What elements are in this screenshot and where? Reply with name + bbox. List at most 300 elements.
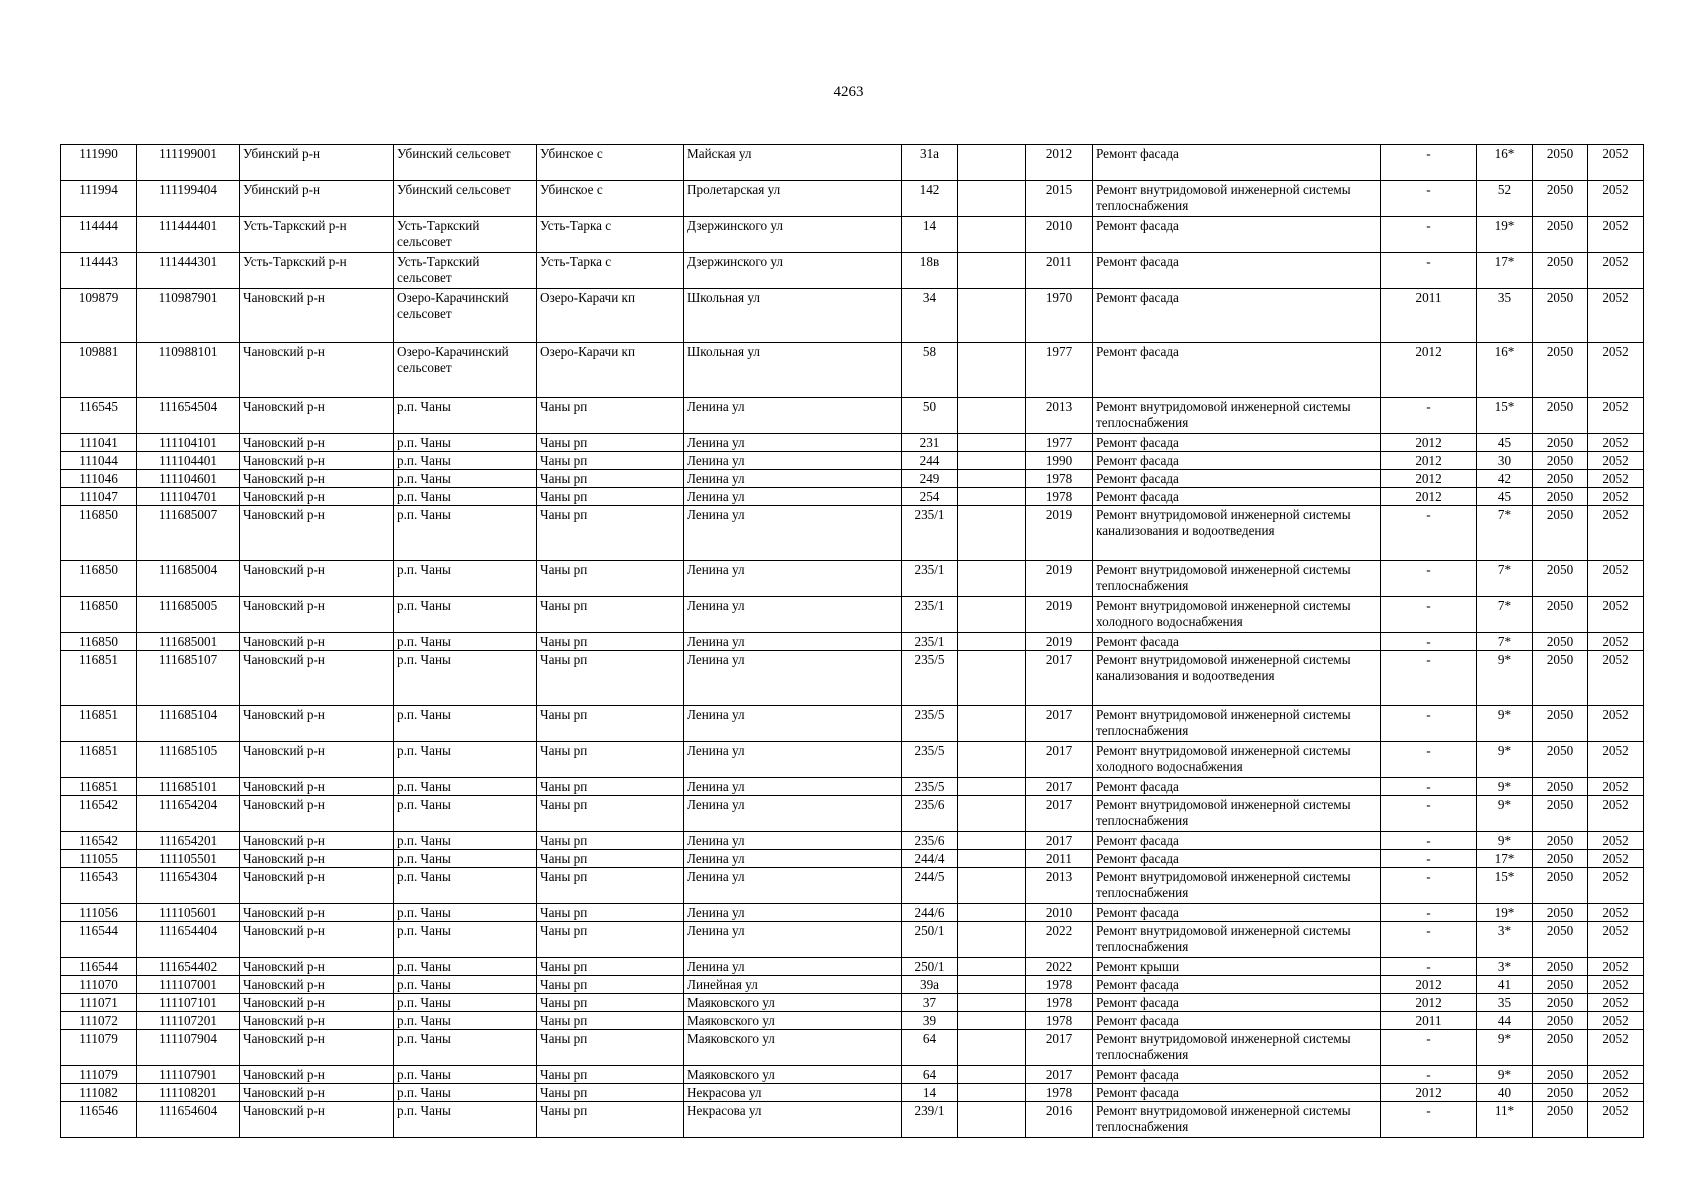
cell-house-number: 254	[902, 488, 958, 506]
cell-municipality: р.п. Чаны	[394, 651, 537, 706]
cell-work-type: Ремонт внутридомовой инженерной системы теплоснабжения	[1093, 706, 1381, 742]
cell-build-year: 2010	[1026, 217, 1093, 253]
cell-house-id: 111072	[61, 1012, 137, 1030]
cell-last-repair-year: -	[1381, 1066, 1477, 1084]
cell-house-number: 235/5	[902, 706, 958, 742]
cell-last-repair-year: 2011	[1381, 289, 1477, 343]
cell-plan-year-start: 2050	[1533, 706, 1588, 742]
cell-house-id: 111055	[61, 850, 137, 868]
cell-house-number: 18в	[902, 253, 958, 289]
cell-wear-value: 44	[1477, 1012, 1533, 1030]
cell-empty-column	[958, 742, 1026, 778]
cell-settlement: Чаны рп	[537, 958, 684, 976]
cell-street: Дзержинского ул	[684, 217, 902, 253]
cell-build-year: 2019	[1026, 561, 1093, 597]
cell-build-year: 2013	[1026, 868, 1093, 904]
cell-house-id: 116850	[61, 633, 137, 651]
table-row	[61, 706, 1644, 742]
cell-last-repair-year: -	[1381, 651, 1477, 706]
cell-empty-column	[958, 434, 1026, 452]
cell-wear-value: 19*	[1477, 904, 1533, 922]
cell-house-number: 142	[902, 181, 958, 217]
cell-settlement: Чаны рп	[537, 796, 684, 832]
cell-settlement: Чаны рп	[537, 506, 684, 561]
cell-wear-value: 9*	[1477, 832, 1533, 850]
cell-last-repair-year: 2012	[1381, 470, 1477, 488]
cell-last-repair-year: -	[1381, 832, 1477, 850]
cell-street: Маяковского ул	[684, 1012, 902, 1030]
cell-municipality: Усть-Таркский сельсовет	[394, 253, 537, 289]
cell-work-type: Ремонт фасада	[1093, 904, 1381, 922]
cell-plan-year-end: 2052	[1588, 1030, 1644, 1066]
table-row	[61, 742, 1644, 778]
cell-street: Маяковского ул	[684, 994, 902, 1012]
cell-plan-year-start: 2050	[1533, 832, 1588, 850]
cell-district: Чановский р-н	[240, 1012, 394, 1030]
cell-plan-year-end: 2052	[1588, 398, 1644, 434]
cell-district: Усть-Таркский р-н	[240, 217, 394, 253]
cell-record-id: 111685007	[137, 506, 240, 561]
cell-municipality: р.п. Чаны	[394, 976, 537, 994]
cell-empty-column	[958, 470, 1026, 488]
cell-settlement: Убинское с	[537, 181, 684, 217]
cell-empty-column	[958, 976, 1026, 994]
cell-house-number: 34	[902, 289, 958, 343]
cell-house-number: 235/1	[902, 633, 958, 651]
cell-last-repair-year: -	[1381, 145, 1477, 181]
cell-house-id: 116546	[61, 1102, 137, 1138]
cell-municipality: Усть-Таркский сельсовет	[394, 217, 537, 253]
cell-district: Чановский р-н	[240, 1102, 394, 1138]
cell-work-type: Ремонт внутридомовой инженерной системы теплоснабжения	[1093, 868, 1381, 904]
cell-plan-year-end: 2052	[1588, 289, 1644, 343]
cell-house-id: 116544	[61, 922, 137, 958]
cell-last-repair-year: 2012	[1381, 452, 1477, 470]
cell-work-type: Ремонт внутридомовой инженерной системы теплоснабжения	[1093, 1102, 1381, 1138]
cell-house-number: 244/5	[902, 868, 958, 904]
cell-settlement: Убинское с	[537, 145, 684, 181]
cell-house-number: 58	[902, 343, 958, 398]
cell-plan-year-start: 2050	[1533, 742, 1588, 778]
cell-house-number: 64	[902, 1066, 958, 1084]
table-row	[61, 994, 1644, 1012]
cell-settlement: Чаны рп	[537, 398, 684, 434]
cell-house-number: 14	[902, 217, 958, 253]
cell-house-id: 111079	[61, 1030, 137, 1066]
cell-municipality: р.п. Чаны	[394, 1084, 537, 1102]
cell-house-id: 111056	[61, 904, 137, 922]
cell-plan-year-start: 2050	[1533, 904, 1588, 922]
cell-house-id: 111071	[61, 994, 137, 1012]
table-row	[61, 561, 1644, 597]
cell-street: Ленина ул	[684, 868, 902, 904]
table-row	[61, 1030, 1644, 1066]
table-row	[61, 506, 1644, 561]
cell-municipality: р.п. Чаны	[394, 778, 537, 796]
cell-street: Ленина ул	[684, 506, 902, 561]
cell-work-type: Ремонт внутридомовой инженерной системы теплоснабжения	[1093, 922, 1381, 958]
cell-municipality: р.п. Чаны	[394, 958, 537, 976]
cell-build-year: 2012	[1026, 145, 1093, 181]
cell-plan-year-end: 2052	[1588, 217, 1644, 253]
cell-district: Чановский р-н	[240, 488, 394, 506]
cell-work-type: Ремонт фасада	[1093, 778, 1381, 796]
cell-plan-year-start: 2050	[1533, 976, 1588, 994]
cell-district: Чановский р-н	[240, 922, 394, 958]
cell-build-year: 2010	[1026, 904, 1093, 922]
cell-work-type: Ремонт фасада	[1093, 633, 1381, 651]
cell-work-type: Ремонт фасада	[1093, 343, 1381, 398]
cell-plan-year-end: 2052	[1588, 651, 1644, 706]
cell-municipality: р.п. Чаны	[394, 904, 537, 922]
cell-house-id: 111990	[61, 145, 137, 181]
cell-district: Убинский р-н	[240, 145, 394, 181]
cell-house-number: 235/6	[902, 796, 958, 832]
cell-house-number: 250/1	[902, 958, 958, 976]
cell-street: Ленина ул	[684, 904, 902, 922]
cell-work-type: Ремонт внутридомовой инженерной системы холодного водоснабжения	[1093, 742, 1381, 778]
cell-municipality: Убинский сельсовет	[394, 181, 537, 217]
register-table	[60, 144, 1644, 1138]
cell-plan-year-end: 2052	[1588, 922, 1644, 958]
cell-wear-value: 11*	[1477, 1102, 1533, 1138]
cell-build-year: 2011	[1026, 850, 1093, 868]
cell-settlement: Чаны рп	[537, 1066, 684, 1084]
table-row	[61, 958, 1644, 976]
cell-house-id: 111079	[61, 1066, 137, 1084]
cell-empty-column	[958, 217, 1026, 253]
cell-empty-column	[958, 850, 1026, 868]
cell-wear-value: 15*	[1477, 868, 1533, 904]
cell-wear-value: 45	[1477, 434, 1533, 452]
cell-record-id: 111654504	[137, 398, 240, 434]
cell-street: Школьная ул	[684, 343, 902, 398]
cell-plan-year-start: 2050	[1533, 506, 1588, 561]
cell-plan-year-end: 2052	[1588, 868, 1644, 904]
cell-street: Ленина ул	[684, 597, 902, 633]
cell-municipality: р.п. Чаны	[394, 1012, 537, 1030]
cell-district: Чановский р-н	[240, 706, 394, 742]
cell-house-id: 111041	[61, 434, 137, 452]
cell-wear-value: 16*	[1477, 343, 1533, 398]
cell-empty-column	[958, 289, 1026, 343]
cell-build-year: 2022	[1026, 922, 1093, 958]
cell-empty-column	[958, 904, 1026, 922]
cell-settlement: Чаны рп	[537, 470, 684, 488]
cell-last-repair-year: 2012	[1381, 1084, 1477, 1102]
table-row	[61, 343, 1644, 398]
table-row	[61, 778, 1644, 796]
cell-settlement: Чаны рп	[537, 633, 684, 651]
cell-record-id: 111107201	[137, 1012, 240, 1030]
cell-settlement: Чаны рп	[537, 904, 684, 922]
cell-house-number: 235/1	[902, 597, 958, 633]
cell-municipality: р.п. Чаны	[394, 1030, 537, 1066]
cell-record-id: 111105501	[137, 850, 240, 868]
cell-empty-column	[958, 633, 1026, 651]
register-body	[61, 145, 1644, 1138]
cell-wear-value: 42	[1477, 470, 1533, 488]
cell-last-repair-year: -	[1381, 958, 1477, 976]
cell-settlement: Усть-Тарка с	[537, 217, 684, 253]
cell-record-id: 111108201	[137, 1084, 240, 1102]
cell-build-year: 1990	[1026, 452, 1093, 470]
cell-last-repair-year: -	[1381, 706, 1477, 742]
cell-house-id: 116851	[61, 778, 137, 796]
cell-build-year: 2022	[1026, 958, 1093, 976]
cell-work-type: Ремонт фасада	[1093, 832, 1381, 850]
cell-last-repair-year: -	[1381, 217, 1477, 253]
cell-plan-year-start: 2050	[1533, 633, 1588, 651]
cell-record-id: 111654404	[137, 922, 240, 958]
cell-record-id: 111685005	[137, 597, 240, 633]
cell-settlement: Чаны рп	[537, 778, 684, 796]
cell-municipality: Убинский сельсовет	[394, 145, 537, 181]
cell-work-type: Ремонт фасада	[1093, 488, 1381, 506]
table-row	[61, 597, 1644, 633]
cell-district: Чановский р-н	[240, 1084, 394, 1102]
cell-plan-year-start: 2050	[1533, 398, 1588, 434]
cell-district: Чановский р-н	[240, 633, 394, 651]
cell-empty-column	[958, 452, 1026, 470]
cell-plan-year-end: 2052	[1588, 506, 1644, 561]
cell-house-id: 114443	[61, 253, 137, 289]
cell-settlement: Чаны рп	[537, 1084, 684, 1102]
cell-district: Чановский р-н	[240, 850, 394, 868]
cell-record-id: 111107001	[137, 976, 240, 994]
cell-work-type: Ремонт внутридомовой инженерной системы теплоснабжения	[1093, 1030, 1381, 1066]
table-row	[61, 488, 1644, 506]
table-row	[61, 904, 1644, 922]
cell-plan-year-end: 2052	[1588, 181, 1644, 217]
cell-record-id: 111654204	[137, 796, 240, 832]
cell-district: Чановский р-н	[240, 994, 394, 1012]
cell-build-year: 1978	[1026, 488, 1093, 506]
cell-plan-year-start: 2050	[1533, 796, 1588, 832]
cell-build-year: 2017	[1026, 706, 1093, 742]
cell-plan-year-end: 2052	[1588, 976, 1644, 994]
cell-wear-value: 7*	[1477, 506, 1533, 561]
cell-plan-year-start: 2050	[1533, 1012, 1588, 1030]
cell-plan-year-start: 2050	[1533, 488, 1588, 506]
cell-house-id: 116544	[61, 958, 137, 976]
cell-house-number: 14	[902, 1084, 958, 1102]
cell-record-id: 111685104	[137, 706, 240, 742]
cell-last-repair-year: 2012	[1381, 343, 1477, 398]
cell-empty-column	[958, 561, 1026, 597]
cell-work-type: Ремонт фасада	[1093, 994, 1381, 1012]
cell-empty-column	[958, 1066, 1026, 1084]
cell-plan-year-start: 2050	[1533, 1066, 1588, 1084]
cell-plan-year-start: 2050	[1533, 868, 1588, 904]
cell-house-id: 116850	[61, 597, 137, 633]
cell-work-type: Ремонт фасада	[1093, 976, 1381, 994]
cell-settlement: Чаны рп	[537, 706, 684, 742]
cell-street: Ленина ул	[684, 488, 902, 506]
cell-record-id: 111654201	[137, 832, 240, 850]
cell-district: Чановский р-н	[240, 778, 394, 796]
table-row	[61, 922, 1644, 958]
cell-plan-year-start: 2050	[1533, 470, 1588, 488]
cell-municipality: р.п. Чаны	[394, 506, 537, 561]
cell-last-repair-year: -	[1381, 597, 1477, 633]
cell-settlement: Чаны рп	[537, 561, 684, 597]
cell-build-year: 2013	[1026, 398, 1093, 434]
cell-plan-year-end: 2052	[1588, 778, 1644, 796]
cell-last-repair-year: -	[1381, 561, 1477, 597]
cell-empty-column	[958, 651, 1026, 706]
cell-plan-year-end: 2052	[1588, 796, 1644, 832]
cell-settlement: Озеро-Карачи кп	[537, 343, 684, 398]
table-row	[61, 651, 1644, 706]
table-row	[61, 434, 1644, 452]
cell-work-type: Ремонт фасада	[1093, 145, 1381, 181]
cell-build-year: 1977	[1026, 343, 1093, 398]
cell-wear-value: 35	[1477, 289, 1533, 343]
cell-municipality: р.п. Чаны	[394, 922, 537, 958]
cell-wear-value: 9*	[1477, 706, 1533, 742]
cell-street: Ленина ул	[684, 958, 902, 976]
cell-empty-column	[958, 994, 1026, 1012]
cell-house-number: 244/6	[902, 904, 958, 922]
cell-settlement: Чаны рп	[537, 452, 684, 470]
table-row	[61, 253, 1644, 289]
table-row	[61, 850, 1644, 868]
cell-record-id: 111654402	[137, 958, 240, 976]
table-row	[61, 398, 1644, 434]
cell-work-type: Ремонт фасада	[1093, 289, 1381, 343]
cell-work-type: Ремонт фасада	[1093, 1066, 1381, 1084]
cell-house-number: 235/1	[902, 506, 958, 561]
cell-build-year: 1978	[1026, 470, 1093, 488]
cell-settlement: Чаны рп	[537, 1030, 684, 1066]
cell-work-type: Ремонт внутридомовой инженерной системы канализования и водоотведения	[1093, 651, 1381, 706]
cell-house-id: 116545	[61, 398, 137, 434]
cell-work-type: Ремонт фасада	[1093, 1084, 1381, 1102]
cell-record-id: 111685107	[137, 651, 240, 706]
cell-district: Чановский р-н	[240, 506, 394, 561]
cell-house-number: 50	[902, 398, 958, 434]
cell-wear-value: 45	[1477, 488, 1533, 506]
table-row	[61, 1066, 1644, 1084]
cell-district: Чановский р-н	[240, 343, 394, 398]
cell-street: Некрасова ул	[684, 1084, 902, 1102]
cell-settlement: Чаны рп	[537, 1102, 684, 1138]
cell-street: Ленина ул	[684, 398, 902, 434]
cell-record-id: 111444401	[137, 217, 240, 253]
cell-last-repair-year: -	[1381, 904, 1477, 922]
cell-municipality: р.п. Чаны	[394, 452, 537, 470]
page-number: 4263	[833, 84, 864, 100]
cell-settlement: Чаны рп	[537, 1012, 684, 1030]
table-row	[61, 868, 1644, 904]
cell-empty-column	[958, 181, 1026, 217]
cell-house-id: 116542	[61, 796, 137, 832]
cell-settlement: Чаны рп	[537, 651, 684, 706]
cell-build-year: 2017	[1026, 742, 1093, 778]
cell-house-number: 39	[902, 1012, 958, 1030]
cell-build-year: 2017	[1026, 796, 1093, 832]
cell-plan-year-end: 2052	[1588, 1066, 1644, 1084]
cell-empty-column	[958, 958, 1026, 976]
cell-district: Чановский р-н	[240, 868, 394, 904]
cell-settlement: Усть-Тарка с	[537, 253, 684, 289]
cell-district: Убинский р-н	[240, 181, 394, 217]
cell-wear-value: 17*	[1477, 850, 1533, 868]
cell-plan-year-start: 2050	[1533, 850, 1588, 868]
cell-last-repair-year: -	[1381, 398, 1477, 434]
cell-last-repair-year: 2011	[1381, 1012, 1477, 1030]
cell-house-id: 116850	[61, 506, 137, 561]
cell-district: Чановский р-н	[240, 470, 394, 488]
cell-street: Ленина ул	[684, 796, 902, 832]
cell-street: Ленина ул	[684, 832, 902, 850]
cell-house-number: 235/6	[902, 832, 958, 850]
cell-district: Чановский р-н	[240, 742, 394, 778]
cell-wear-value: 3*	[1477, 958, 1533, 976]
cell-house-number: 249	[902, 470, 958, 488]
cell-street: Ленина ул	[684, 706, 902, 742]
cell-last-repair-year: -	[1381, 1030, 1477, 1066]
cell-house-id: 116850	[61, 561, 137, 597]
cell-house-number: 235/5	[902, 778, 958, 796]
cell-empty-column	[958, 706, 1026, 742]
cell-work-type: Ремонт фасада	[1093, 850, 1381, 868]
cell-wear-value: 9*	[1477, 1030, 1533, 1066]
cell-wear-value: 41	[1477, 976, 1533, 994]
cell-plan-year-start: 2050	[1533, 253, 1588, 289]
cell-record-id: 111107901	[137, 1066, 240, 1084]
cell-record-id: 110987901	[137, 289, 240, 343]
cell-house-number: 250/1	[902, 922, 958, 958]
cell-plan-year-end: 2052	[1588, 1102, 1644, 1138]
cell-street: Ленина ул	[684, 452, 902, 470]
table-row	[61, 1012, 1644, 1030]
cell-plan-year-end: 2052	[1588, 253, 1644, 289]
cell-municipality: Озеро-Карачинский сельсовет	[394, 289, 537, 343]
cell-settlement: Чаны рп	[537, 832, 684, 850]
cell-record-id: 111685001	[137, 633, 240, 651]
cell-work-type: Ремонт внутридомовой инженерной системы теплоснабжения	[1093, 796, 1381, 832]
cell-build-year: 2017	[1026, 832, 1093, 850]
cell-build-year: 2019	[1026, 633, 1093, 651]
cell-empty-column	[958, 796, 1026, 832]
cell-build-year: 2019	[1026, 597, 1093, 633]
cell-plan-year-start: 2050	[1533, 452, 1588, 470]
cell-build-year: 2017	[1026, 778, 1093, 796]
cell-wear-value: 7*	[1477, 633, 1533, 651]
cell-plan-year-end: 2052	[1588, 850, 1644, 868]
cell-plan-year-start: 2050	[1533, 217, 1588, 253]
cell-house-id: 116851	[61, 651, 137, 706]
cell-house-id: 111044	[61, 452, 137, 470]
cell-municipality: р.п. Чаны	[394, 706, 537, 742]
cell-empty-column	[958, 253, 1026, 289]
cell-settlement: Чаны рп	[537, 868, 684, 904]
cell-house-id: 116543	[61, 868, 137, 904]
cell-plan-year-start: 2050	[1533, 181, 1588, 217]
cell-wear-value: 9*	[1477, 778, 1533, 796]
cell-last-repair-year: -	[1381, 850, 1477, 868]
cell-settlement: Чаны рп	[537, 742, 684, 778]
cell-district: Усть-Таркский р-н	[240, 253, 394, 289]
cell-settlement: Чаны рп	[537, 597, 684, 633]
cell-street: Некрасова ул	[684, 1102, 902, 1138]
cell-empty-column	[958, 868, 1026, 904]
cell-last-repair-year: -	[1381, 742, 1477, 778]
table-row	[61, 181, 1644, 217]
cell-house-id: 109879	[61, 289, 137, 343]
